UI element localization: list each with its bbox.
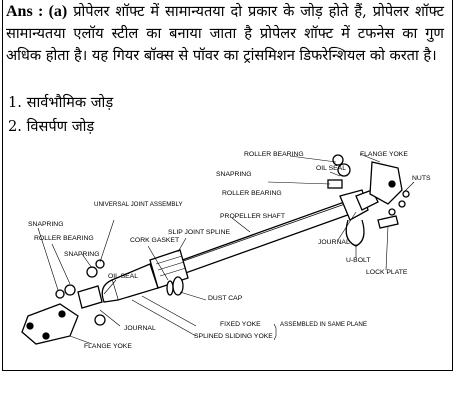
list-label: सार्वभौमिक जोड़ [26,94,114,111]
label-propeller-shaft: PROPELLER SHAFT [220,213,285,220]
label-oil-seal-left: OIL SEAL [108,273,138,280]
left-journal [78,286,102,308]
answer-prefix: Ans : (a) [6,3,68,20]
label-roller-bearing-top: ROLLER BEARING [244,151,304,158]
label-flange-yoke-top: FLANGE YOKE [360,151,408,158]
label-flange-yoke-left: FLANGE YOKE [84,343,132,350]
list-item-1 [8,92,113,112]
splined-sliding-yoke [112,264,158,300]
nut [403,191,409,197]
label-oil-seal-top: OIL SEAL [316,165,346,172]
cork-gasket [167,281,173,295]
label-snapring-left: SNAPRING [28,221,64,228]
label-roller-bearing-left: ROLLER BEARING [34,235,94,242]
answer-text: प्रोपेलर शॉफ्ट में सामान्यतया दो प्रकार के जोड़ होते हैं, प्रोपेलर शॉफ्ट सामान्यतया एलॉय स्टील का बनाया जाता है प्रोपेलर शॉफ्ट में टफनेस का गुण अधिक होता है। यह गियर बॉक्स से पॉवर का ट्रांसमिशन डिफरेन्शियल को करता है। [6,3,444,64]
label-cork-gasket: CORK GASKET [130,237,180,244]
label-journal-right: JOURNAL [318,239,350,246]
label-assembled: ASSEMBLED IN SAME PLANE [280,321,367,328]
label-snapring-top: SNAPRING [216,171,252,178]
label-splined-sliding-yoke: SPLINED SLIDING YOKE [194,333,273,340]
nut [389,209,395,215]
label-nuts: NUTS [412,175,431,182]
answer-paragraph [6,1,444,67]
label-fixed-yoke: FIXED YOKE [220,321,261,328]
label-lock-plate: LOCK PLATE [366,269,408,276]
list-label: विसर्पण जोड़ [26,118,95,135]
label-roller-bearing-mid: ROLLER BEARING [222,190,282,197]
label-dust-cap: DUST CAP [208,295,243,302]
label-journal-left: JOURNAL [124,325,156,332]
list-number: 2. [8,118,22,135]
list-item-2 [8,116,94,136]
nut [399,201,405,207]
label-snapring-left2: SNAPRING [64,251,100,258]
label-slip-joint: SLIP JOINT SPLINE [168,229,231,236]
list-number: 1. [8,94,22,111]
propeller-shaft-diagram [0,140,462,370]
label-u-bolt: U-BOLT [346,257,371,264]
label-universal-joint: UNIVERSAL JOINT ASSEMBLY [94,201,183,208]
